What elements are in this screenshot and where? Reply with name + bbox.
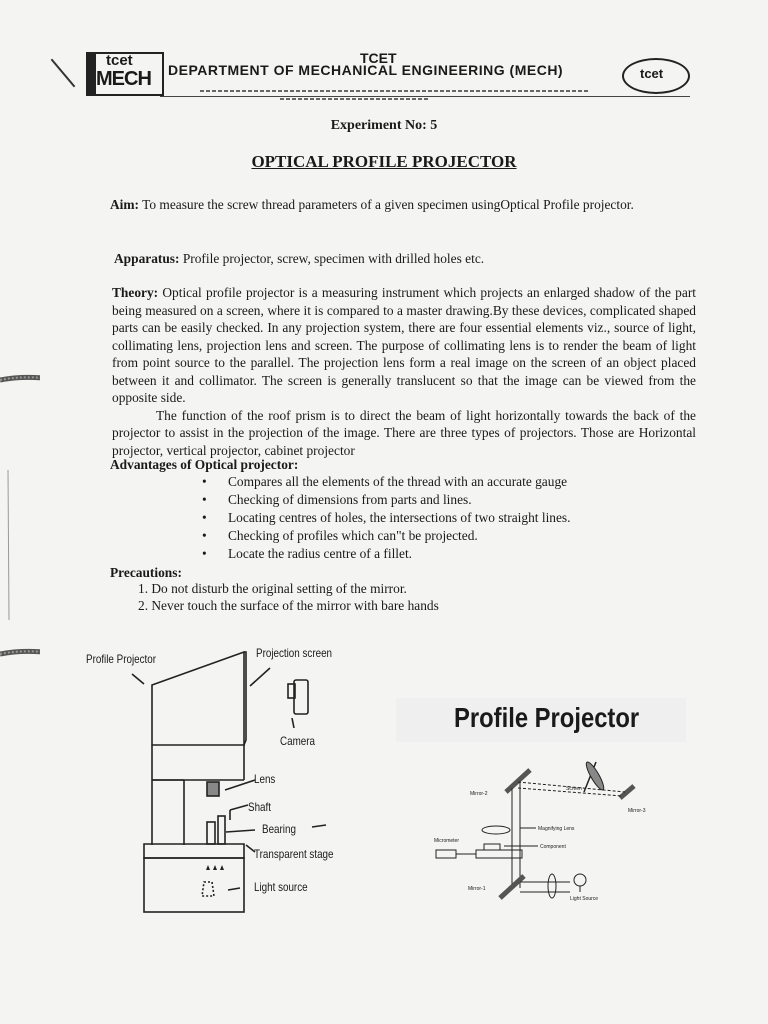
label-mirror-3: Mirror-3 (628, 808, 646, 814)
label-camera: Camera (280, 734, 316, 748)
apparatus-paragraph (114, 250, 674, 268)
label-light-source: Light source (254, 880, 308, 894)
optical-path-diagram (420, 758, 650, 908)
list-item: 2. Never touch the surface of the mirror with bare hands (138, 598, 439, 613)
label-light-source-right: Light Source (570, 896, 599, 902)
theory-text: Optical profile projector is a measuring instrument which projects an enlarged shadow of the part being measured on a screen, where it is compared to a master drawing.By these devices, complicated shaped parts can be easily checked. In any projection system, there are four essential elements viz., source of light, collimating lens, projection lens and screen. The purpose of collimating lens is to render the beam of light from point source to the parallel. The projection lens form a real image on the screen of an object placed between it and collimator. The screen is generally translucent so that the image can be viewed from the opposite side. (112, 285, 696, 405)
label-projection-screen: Projection screen (256, 646, 333, 660)
label-mirror-1: Mirror-1 (468, 886, 486, 892)
projector-sketch-diagram (80, 640, 380, 940)
label-bearing: Bearing (262, 822, 296, 836)
label-lens: Lens (254, 772, 276, 786)
label-screen: Screen (566, 786, 582, 792)
label-magnifying-lens: Magnifying Lens (538, 826, 575, 832)
aim-text: To measure the screw thread parameters of a given specimen usingOptical Profile projector. (139, 197, 634, 212)
label-transparent-stage: Transparent stage (254, 847, 334, 861)
apparatus-label: Apparatus: (114, 251, 180, 266)
list-item: • Locating centres of holes, the intersections of two straight lines. (200, 509, 571, 527)
tcet-mech-logo: tcet MECH (86, 52, 164, 96)
theory-text-2: The function of the roof prism is to direct the beam of light horizontally towards the back of the projector to assist in the projection of the image. There are three types of projectors. Those are Horizontal projector, vertical projector, cabinet projector (112, 407, 696, 458)
header-rule (160, 96, 690, 97)
list-item: • Locate the radius centre of a fillet. (200, 545, 571, 563)
precautions-list (138, 580, 439, 614)
list-item: • Compares all the elements of the thread with an accurate gauge (200, 473, 571, 491)
label-profile-projector: Profile Projector (86, 652, 157, 666)
advantages-list (200, 473, 571, 563)
institute-name: TCET (360, 50, 397, 66)
theory-paragraph (112, 284, 696, 459)
list-item: • Checking of profiles which can"t be projected. (200, 527, 571, 545)
label-micrometer: Micrometer (434, 838, 460, 844)
document-title: OPTICAL PROFILE PROJECTOR (251, 152, 517, 171)
apparatus-text: Profile projector, screw, specimen with drilled holes etc. (179, 251, 485, 266)
tcet-seal-logo: tcet (622, 58, 690, 94)
diagram-title: Profile Projector (454, 702, 640, 733)
aim-paragraph (110, 196, 670, 214)
department-name: DEPARTMENT OF MECHANICAL ENGINEERING (MECH) (168, 62, 564, 78)
label-component: Component (540, 844, 566, 850)
aim-label: Aim: (110, 197, 140, 212)
label-shaft: Shaft (248, 800, 271, 814)
list-item: • Checking of dimensions from parts and lines. (200, 491, 571, 509)
label-mirror-2: Mirror-2 (470, 791, 488, 797)
experiment-number: Experiment No: 5 (330, 118, 438, 133)
advantages-heading: Advantages of Optical projector: (110, 457, 299, 472)
precautions-heading: Precautions: (110, 565, 182, 580)
header-slash (51, 59, 76, 88)
theory-label: Theory: (112, 285, 159, 300)
list-item: 1. Do not disturb the original setting of the mirror. (138, 581, 407, 596)
